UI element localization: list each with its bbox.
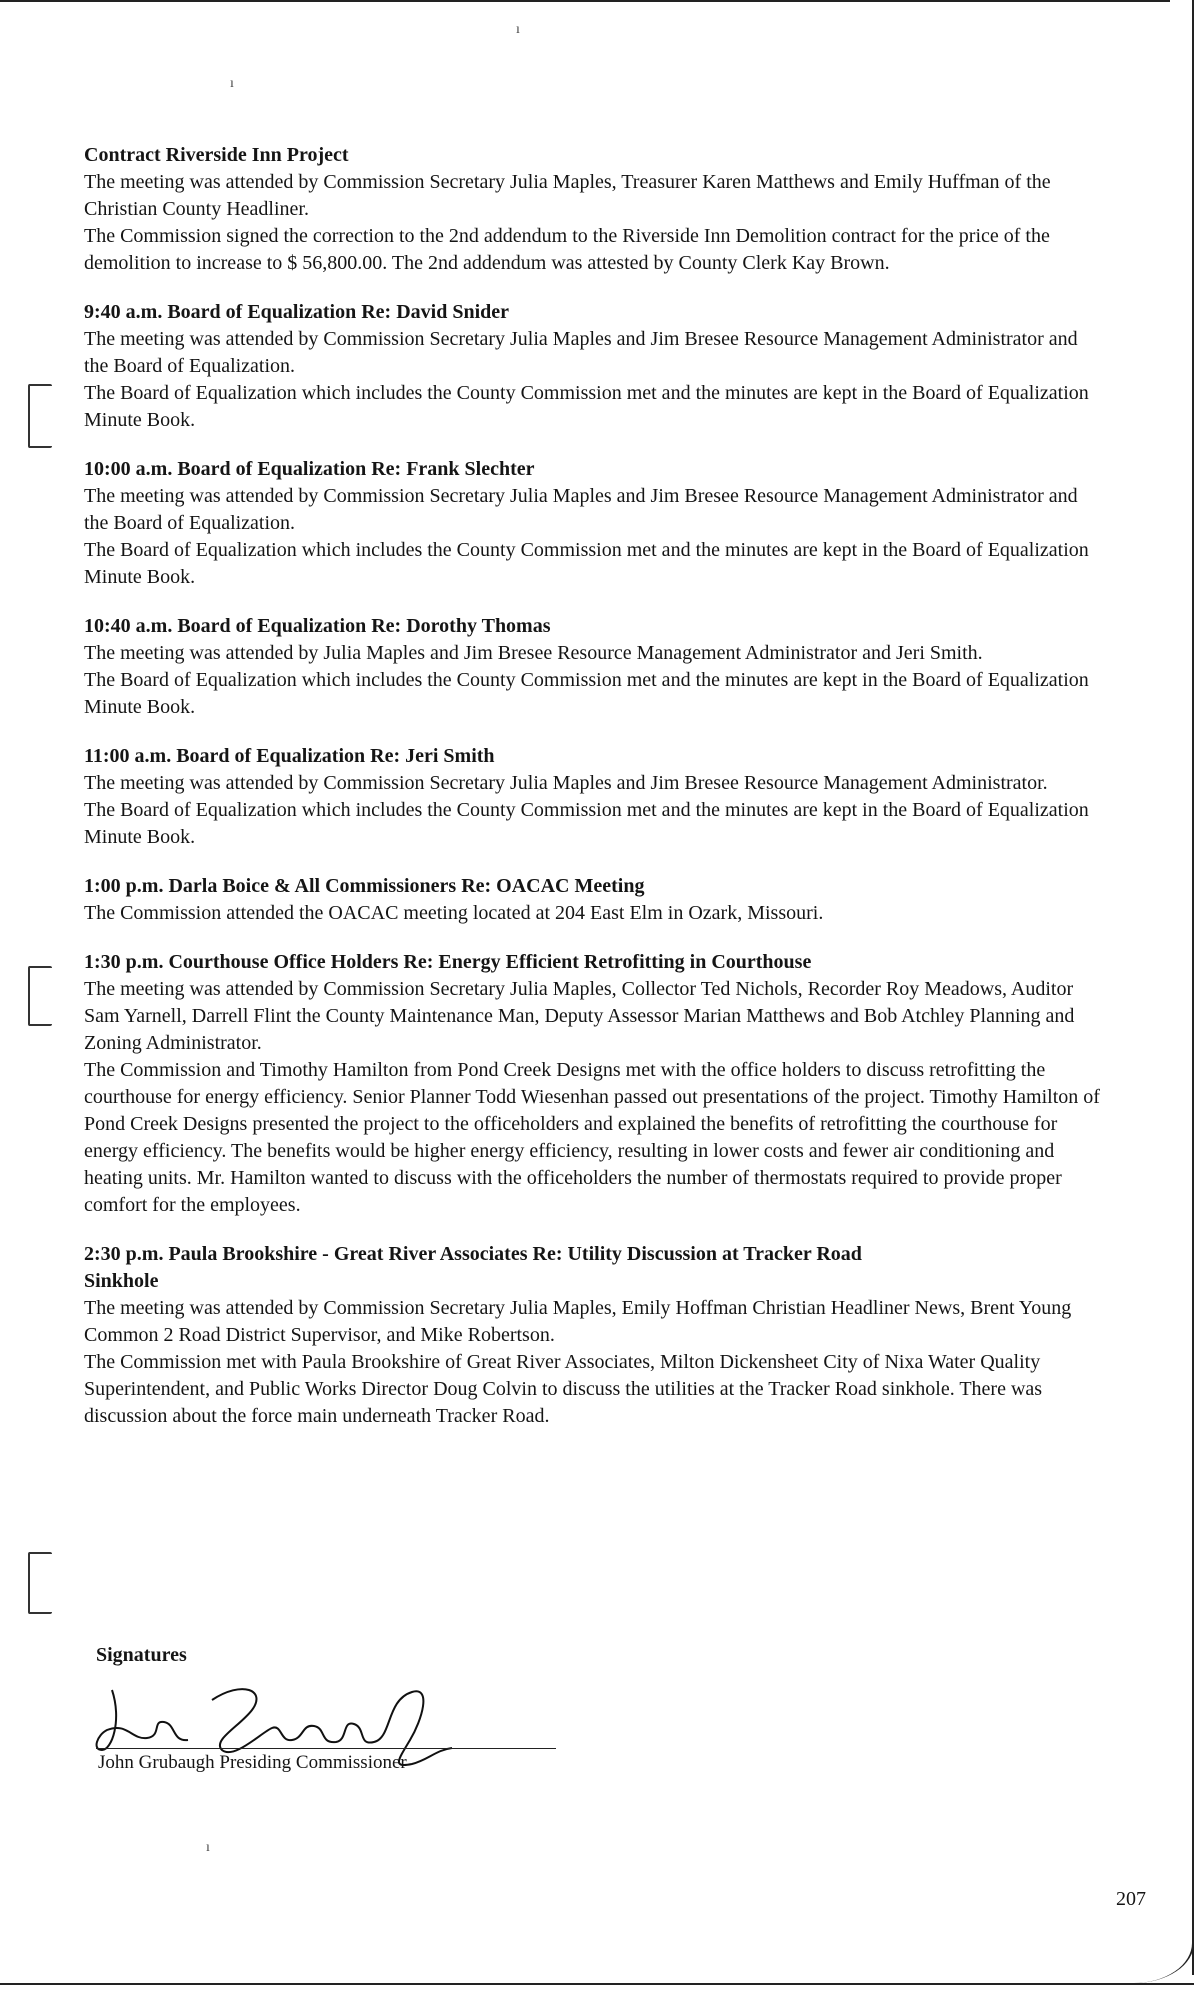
section-paragraph: The meeting was attended by Commission Secretary Julia Maples, Collector Ted Nichols, Recorder Roy Meadows, Auditor Sam Yarnell, Darrell Flint the County Maintenance Man, Deputy Assessor Marian Matthews and Bob Atchley Planning and Zoning Administrator. [84,978,1075,1054]
margin-bracket [28,1552,52,1614]
section-boe-jeri-smith [84,743,1104,851]
section-paragraph: The Commission met with Paula Brookshire of Great River Associates, Milton Dickensheet City of Nixa Water Quality Superintendent, and Public Works Director Doug Colvin to discuss the utilities at the Tracker Road sinkhole. There was discussion about the force main underneath Tracker Road. [84,1351,1043,1427]
section-paragraph: The meeting was attended by Commission Secretary Julia Maples and Jim Bresee Resource Management Administrator and the Board of Equalization. [84,328,1078,377]
section-heading: 1:00 p.m. Darla Boice & All Commissioners Re: OACAC Meeting [84,875,645,897]
page-corner-curl [1132,1943,1194,1983]
signer-name: John Grubaugh Presiding Commissioner [98,1752,407,1773]
section-energy-retrofitting [84,949,1104,1219]
scan-mark: ı [206,1840,210,1855]
section-paragraph: The meeting was attended by Commission Secretary Julia Maples, Treasurer Karen Matthews and Emily Huffman of the Christian County Headliner. [84,171,1051,220]
scan-mark: ı [516,22,520,37]
section-paragraph: The Commission signed the correction to the 2nd addendum to the Riverside Inn Demolition contract for the price of the demolition to increase to $ 56,800.00. The 2nd addendum was attested by County Clerk Kay Brown. [84,225,1050,274]
section-paragraph: The meeting was attended by Commission Secretary Julia Maples and Jim Bresee Resource Management Administrator. [84,772,1048,794]
section-heading: 11:00 a.m. Board of Equalization Re: Jeri Smith [84,745,495,767]
margin-bracket [28,384,52,448]
section-paragraph: The Board of Equalization which includes the County Commission met and the minutes are kept in the Board of Equalization Minute Book. [84,539,1089,588]
scan-mark: ı [230,76,234,91]
section-paragraph: The meeting was attended by Commission Secretary Julia Maples, Emily Hoffman Christian Headliner News, Brent Young Common 2 Road District Supervisor, and Mike Robertson. [84,1297,1072,1346]
section-heading: 10:00 a.m. Board of Equalization Re: Frank Slechter [84,458,535,480]
section-boe-dorothy-thomas [84,613,1104,721]
section-paragraph: The Board of Equalization which includes the County Commission met and the minutes are kept in the Board of Equalization Minute Book. [84,799,1089,848]
section-heading: Contract Riverside Inn Project [84,144,349,166]
section-heading: 1:30 p.m. Courthouse Office Holders Re: Energy Efficient Retrofitting in Courthouse [84,951,812,973]
section-boe-frank-slechter [84,456,1104,591]
page-number: 207 [1116,1888,1146,1910]
section-utility-discussion [84,1241,1104,1430]
section-contract-riverside [84,142,1104,277]
signature-line [96,1748,556,1749]
section-oacac-meeting [84,873,1104,927]
page-edge-bottom [0,1979,1194,1985]
page-edge-top [0,0,1170,8]
minutes-body [84,142,1104,1452]
section-heading: 2:30 p.m. Paula Brookshire - Great River Associates Re: Utility Discussion at Tracker Road Sinkhole [84,1243,862,1292]
section-paragraph: The Board of Equalization which includes the County Commission met and the minutes are kept in the Board of Equalization Minute Book. [84,382,1089,431]
section-paragraph: The Board of Equalization which includes the County Commission met and the minutes are kept in the Board of Equalization Minute Book. [84,669,1089,718]
section-paragraph: The Commission attended the OACAC meeting located at 204 East Elm in Ozark, Missouri. [84,902,824,924]
section-boe-david-snider [84,299,1104,434]
section-paragraph: The meeting was attended by Julia Maples and Jim Bresee Resource Management Administrator and Jeri Smith. [84,642,983,664]
page-edge-right [1162,0,1194,1975]
section-heading: 10:40 a.m. Board of Equalization Re: Dorothy Thomas [84,615,551,637]
margin-bracket [28,966,52,1026]
section-heading: 9:40 a.m. Board of Equalization Re: David Snider [84,301,510,323]
signatures-label: Signatures [96,1644,187,1666]
section-paragraph: The meeting was attended by Commission Secretary Julia Maples and Jim Bresee Resource Management Administrator and the Board of Equalization. [84,485,1078,534]
section-paragraph: The Commission and Timothy Hamilton from Pond Creek Designs met with the office holders to discuss retrofitting the courthouse for energy efficiency. Senior Planner Todd Wiesenhan passed out presentations of the project. Timothy Hamilton of Pond Creek Designs presented the project to the officeholders and explained the benefits of retrofitting the courthouse for energy efficiency. The benefits would be higher energy efficiency, resulting in lower costs and fewer air conditioning and heating units. Mr. Hamilton wanted to discuss with the officeholders the number of thermostats required to provide proper comfort for the employees. [84,1059,1100,1216]
